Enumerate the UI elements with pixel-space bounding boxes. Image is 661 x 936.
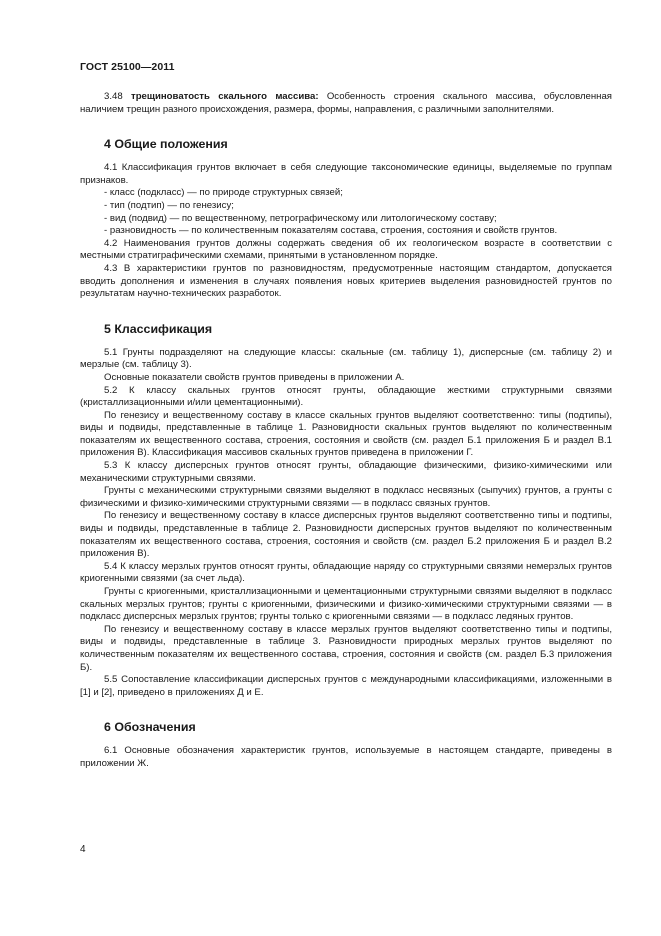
list-item: - класс (подкласс) — по природе структурных связей; bbox=[104, 187, 343, 199]
list-item: - разновидность — по количественным показателям состава, строения, состояния и свойств грунтов. bbox=[104, 225, 558, 237]
standard-header: ГОСТ 25100—2011 bbox=[80, 61, 175, 73]
clause-5-2: 5.2 К классу скальных грунтов относят грунты, обладающие жесткими структурными связями (кристаллизационными и/или цементационными). bbox=[80, 384, 612, 409]
section-5-title: 5 Классификация bbox=[104, 321, 213, 336]
paragraph: Основные показатели свойств грунтов приведены в приложении А. bbox=[104, 371, 405, 383]
clause-6-1: 6.1 Основные обозначения характеристик грунтов, используемые в настоящем стандарте, приведены в приложении Ж. bbox=[80, 745, 612, 769]
clause-5-5: 5.5 Сопоставление классификации дисперсных грунтов с международными классификациями, изложенными в [1] и [2], приведено в приложениях Д и Е. bbox=[80, 674, 612, 698]
paragraph: По генезису и вещественному составу в классе дисперсных грунтов выделяют соответственно типы и подтипы, виды и подвиды, представленные в таблице 2. Разновидности дисперсных грунтов выделяют по количественным показателям их вещественного состава, строения, состояния и свойств (см. раздел Б.2 приложения Б и раздел В.2 приложения В). bbox=[80, 510, 612, 560]
clause-3-48 bbox=[80, 91, 612, 116]
page-number: 4 bbox=[80, 844, 86, 855]
section-6-title: 6 Обозначения bbox=[104, 720, 196, 735]
clause-4-1: 4.1 Классификация грунтов включает в себя следующие таксономические единицы, выделяемые по группам признаков. bbox=[80, 162, 612, 186]
clause-5-4: 5.4 К классу мерзлых грунтов относят грунты, обладающие наряду со структурными связями немерзлых грунтов криогенными связями (за счет льда). bbox=[80, 560, 612, 585]
paragraph: Грунты с механическими структурными связями выделяют в подкласс несвязных (сыпучих) грунтов, а грунты с физическими и физико-химическими структурными связями — в подкласс связных грунтов. bbox=[80, 485, 612, 509]
page-content bbox=[80, 91, 612, 771]
paragraph: По генезису и вещественному составу в классе мерзлых грунтов выделяют соответственно типы и подтипы, виды и подвиды, представленные в таблице 3. Разновидности природных мерзлых грунтов выделяют по количественным показателям их вещественного состава, строения, состояния и свойств (см. раздел Б.3 приложения Б). bbox=[80, 623, 612, 673]
clause-number: 3.48 bbox=[104, 91, 123, 102]
clause-4-3: 4.3 В характеристики грунтов по разновидностям, предусмотренные настоящим стандартом, допускается вводить дополнения и изменения в случаях появления новых критериев выделения разновидностей грунтов по результатам научно-технических разработок. bbox=[80, 262, 612, 300]
section-4-title: 4 Общие положения bbox=[104, 137, 228, 152]
paragraph: Грунты с криогенными, кристаллизационными и цементационными структурными связями выделяют в подкласс скальных мерзлых грунтов; грунты с криогенными, физическими и физико-химическими структурными связями — в подкласс дисперсных мерзлых грунтов; грунты только с криогенными связями — в подкласс ледяных грунтов. bbox=[80, 586, 612, 623]
clause-5-3: 5.3 К классу дисперсных грунтов относят грунты, обладающие физическими, физико-химическими или механическими структурными связями. bbox=[80, 460, 612, 484]
list-item: - вид (подвид) — по вещественному, петрографическому или литологическому составу; bbox=[104, 212, 497, 224]
clause-5-1: 5.1 Грунты подразделяют на следующие классы: скальные (см. таблицу 1), дисперсные (см. таблицу 2) и мерзлые (см. таблицу 3). bbox=[80, 346, 612, 371]
clause-4-2: 4.2 Наименования грунтов должны содержать сведения об их геологическом возрасте в соответствии с местными стратиграфическими схемами, принятыми в установленном порядке. bbox=[80, 237, 612, 262]
definition-text: Особенность строения скального массива, обусловленная наличием трещин разного происхождения, размера, формы, направления, с различными заполнителями. bbox=[80, 91, 613, 115]
term-definition: трещиноватость скального массива: bbox=[131, 91, 319, 102]
paragraph: По генезису и вещественному составу в классе скальных грунтов выделяют соответственно: типы (подтипы), виды и подвиды, представленные в таблице 1. Разновидности скальных грунтов выделяют по количественным показателям их вещественного состава, строения, состояния и свойств (см. раздел Б.1 приложения Б и раздел В.1 приложения В). Классификация массивов скальных грунтов приведена в приложении Г. bbox=[80, 409, 612, 459]
list-item: - тип (подтип) — по генезису; bbox=[104, 199, 234, 211]
